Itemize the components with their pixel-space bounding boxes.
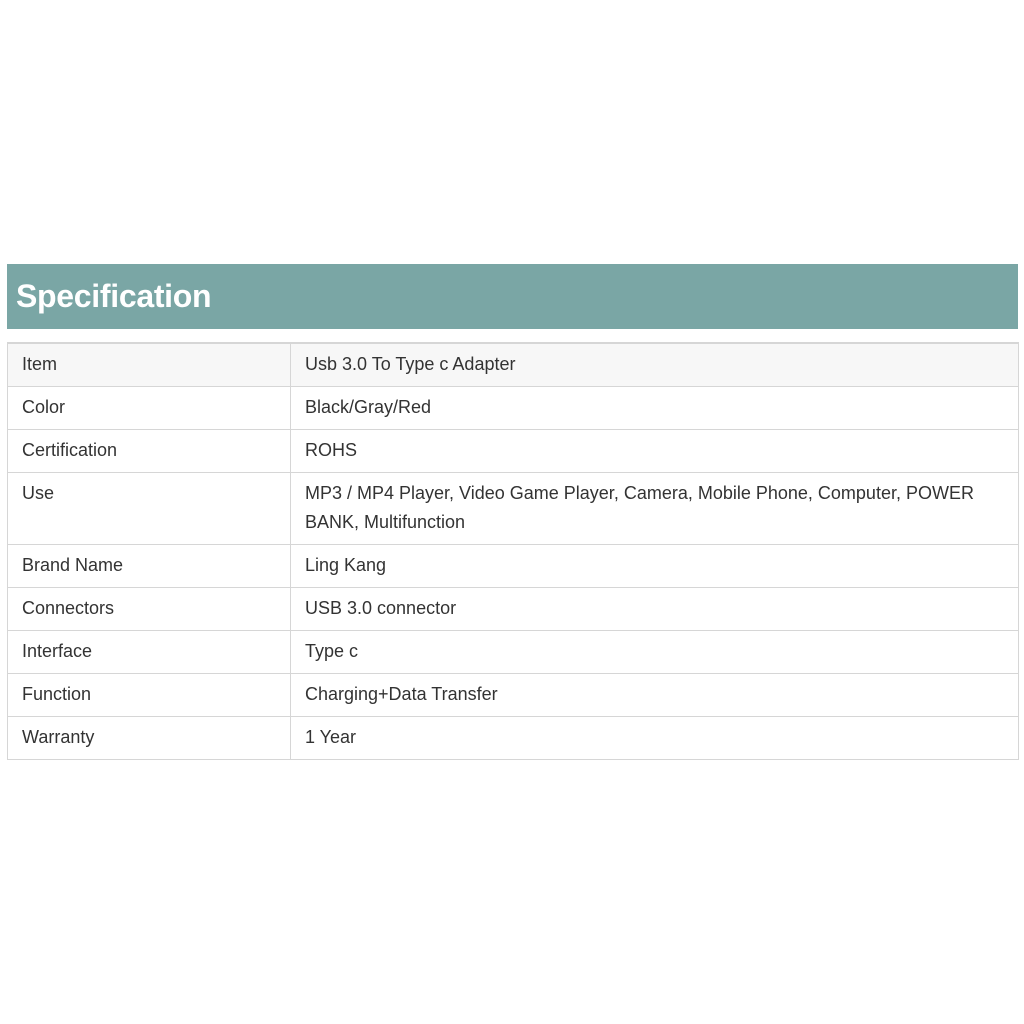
- row-label: Warranty: [8, 717, 291, 760]
- table-row: [8, 717, 1019, 760]
- table-row: [8, 473, 1019, 545]
- table-row: [8, 674, 1019, 717]
- row-value: Ling Kang: [291, 545, 1019, 588]
- row-label: Brand Name: [8, 545, 291, 588]
- row-value: Type c: [291, 631, 1019, 674]
- table-row: [8, 631, 1019, 674]
- row-value: Black/Gray/Red: [291, 387, 1019, 430]
- table-row: [8, 387, 1019, 430]
- row-label: Color: [8, 387, 291, 430]
- row-label: Interface: [8, 631, 291, 674]
- spec-table: [7, 342, 1019, 760]
- row-value: Charging+Data Transfer: [291, 674, 1019, 717]
- table-row: [8, 430, 1019, 473]
- row-value: ROHS: [291, 430, 1019, 473]
- table-row: [8, 545, 1019, 588]
- page-title: Specification: [16, 278, 212, 314]
- row-label: Item: [8, 343, 291, 387]
- row-value: MP3 / MP4 Player, Video Game Player, Camera, Mobile Phone, Computer, POWER BANK, Multifunction: [291, 473, 1019, 545]
- row-label: Use: [8, 473, 291, 545]
- row-label: Function: [8, 674, 291, 717]
- row-label: Connectors: [8, 588, 291, 631]
- row-value: 1 Year: [291, 717, 1019, 760]
- table-row: [8, 588, 1019, 631]
- row-value: Usb 3.0 To Type c Adapter: [291, 343, 1019, 387]
- spec-header-banner: [7, 264, 1018, 329]
- table-row: [8, 343, 1019, 387]
- row-value: USB 3.0 connector: [291, 588, 1019, 631]
- row-label: Certification: [8, 430, 291, 473]
